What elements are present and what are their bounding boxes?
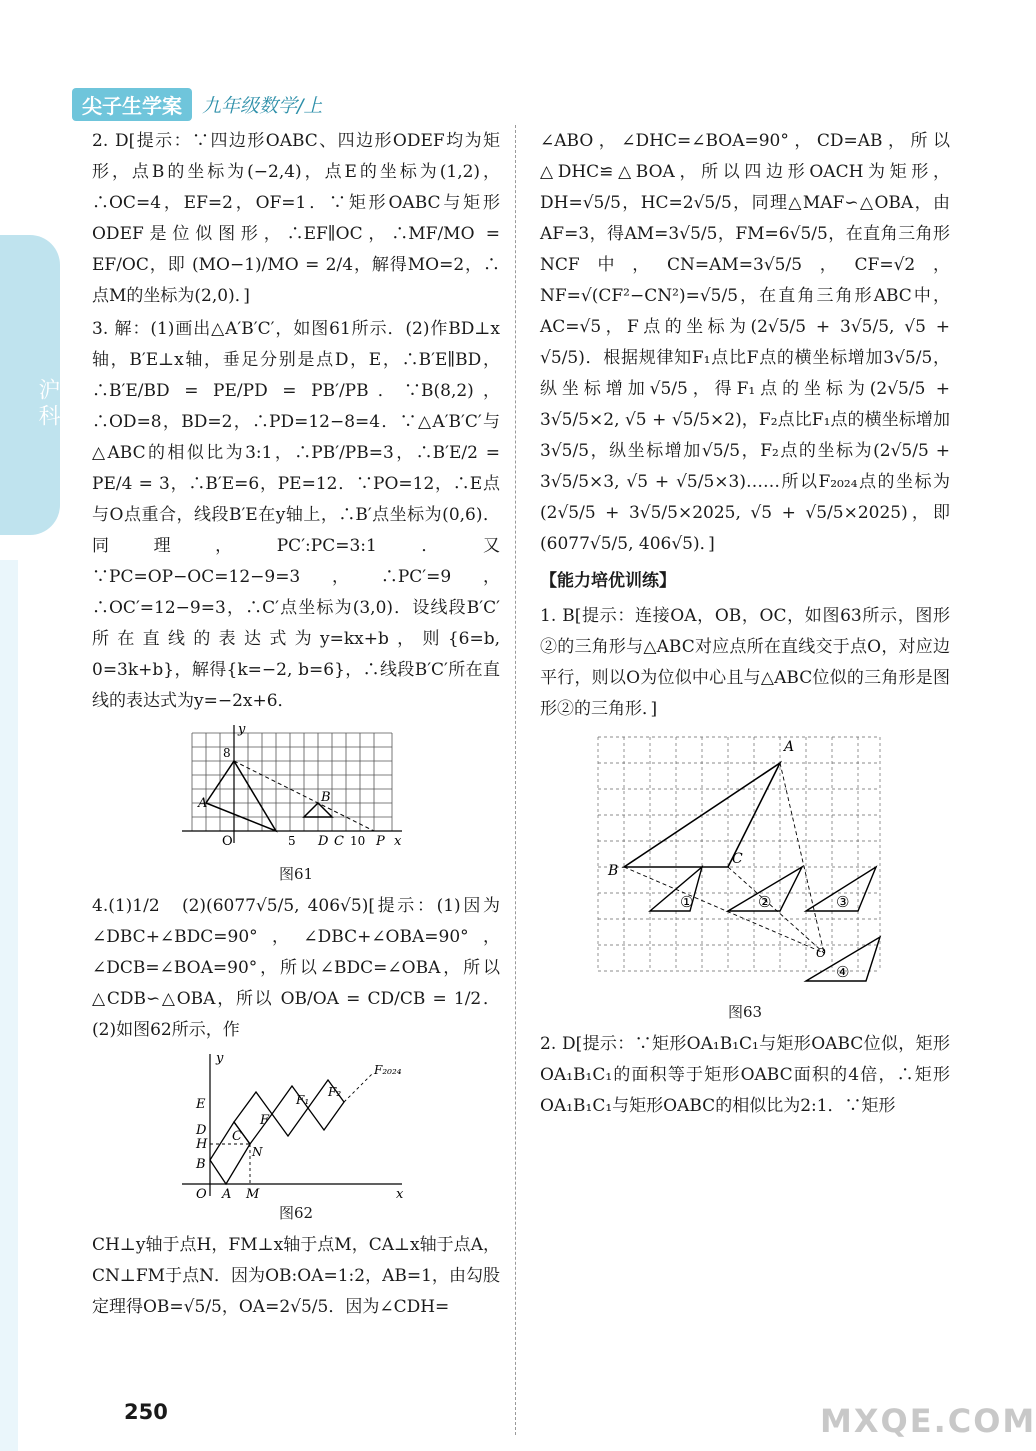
fig61-a: A <box>198 796 208 811</box>
fig61-tick-5: 5 <box>288 834 296 848</box>
left-strip <box>0 560 18 1451</box>
fig62-h: H <box>196 1137 208 1152</box>
page-header <box>72 88 322 120</box>
answer-q3: 3. 解：(1)画出△A′B′C′，如图61所示．(2)作BD⊥x轴，B′E⊥x轴，垂足分别是点D，E，∴B′E∥BD，∴B′E/BD = PE/PD = PB′/PB．∵B(8,2)，∴OD=8，BD=2，∴PD=12−8=4．∵△A′B′C′与△ABC的相似比为3:1，∴PB′/PB=3，∴B′E/2 = PE/4 = 3，∴B′E=6，PE=12．∵PO=12，∴E点与O点重合，线段B′E在y轴上，∴B′点坐标为(0,6)．同理，PC′:PC=3:1．又∵PC=OP−OC=12−9=3，∴PC′=9，∴OC′=12−9=3，∴C′点坐标为(3,0)．设线段B′C′所在直线的表达式为y=kx+b，则{6=b, 0=3k+b}，解得{k=−2, b=6}，∴线段B′C′所在直线的表达式为y=−2x+6． <box>92 319 500 711</box>
section-title: 【能力培优训练】 <box>540 571 676 591</box>
figure-63-graph <box>540 731 950 1001</box>
fig62-e: E <box>196 1097 206 1112</box>
fig63-a: A <box>784 739 795 755</box>
fig61-y: y <box>238 722 246 737</box>
page-number: 250 <box>124 1400 168 1424</box>
right-column <box>540 126 950 1124</box>
fig63-shape-4: ④ <box>836 963 850 981</box>
fig62-y: y <box>216 1051 224 1066</box>
fig61-b: B <box>321 790 331 805</box>
fig63-shape-2: ② <box>758 893 772 911</box>
figure-61 <box>92 723 500 885</box>
fig63-caption: 图63 <box>727 1003 763 1021</box>
fig62-x: x <box>396 1187 404 1202</box>
side-tab: 沪科 <box>35 378 60 430</box>
fig61-tick-10: 10 <box>350 834 366 848</box>
fig62-a: A <box>222 1187 232 1202</box>
fig61-c: C <box>334 834 344 849</box>
brand-label: 尖子生学案 <box>72 88 192 121</box>
answer-q4-continued: CH⊥y轴于点H，FM⊥x轴于点M，CA⊥x轴于点A，CN⊥FM于点N．因为OB:OA=1:2，AB=1，由勾股定理得OB=√5/5，OA=2√5/5．因为∠CDH= <box>92 1235 500 1317</box>
answer-q4-more: ∠ABO，∠DHC=∠BOA=90°，CD=AB，所以△DHC≌△BOA，所以四边形OACH为矩形，DH=√5/5，HC=2√5/5，同理△MAF∽△OBA，由AF=3，得AM=3√5/5，FM=6√5/5，在直角三角形NCF中，CN=AM=3√5/5，CF=√2，NF=√(CF²−CN²)=√5/5，在直角三角形ABC中，AC=√5，F点的坐标为(2√5/5 + 3√5/5, √5 + √5/5)．根据规律知F₁点比F点的横坐标增加3√5/5，纵坐标增加√5/5，得F₁点的坐标为(2√5/5 + 3√5/5×2, √5 + √5/5×2)，F₂点比F₁点的横坐标增加3√5/5，纵坐标增加√5/5，F₂点的坐标为(2√5/5 + 3√5/5×3, √5 + √5/5×3)……所以F₂₀₂₄点的坐标为(2√5/5 + 3√5/5×2025, √5 + √5/5×2025)，即(6077√5/5, 406√5)．] <box>540 131 950 554</box>
fig62-f2024: F₂₀₂₄ <box>374 1063 402 1077</box>
training-q1: 1. B[提示：连接OA，OB，OC，如图63所示，图形②的三角形与△ABC对应点所在直线交于点O，对应边平行，则以O为位似中心且与△ABC位似的三角形是图形②的三角形．] <box>540 606 950 719</box>
fig61-tick-8: 8 <box>223 746 231 760</box>
fig62-caption: 图62 <box>278 1204 314 1222</box>
fig62-m: M <box>246 1187 260 1202</box>
fig61-d: D <box>318 834 329 849</box>
figure-61-graph <box>92 723 500 863</box>
answer-q4: 4.(1)1/2 (2)(6077√5/5, 406√5)[提示：(1)因为∠DBC+∠BDC=90°，∠DBC+∠OBA=90°，∠DCB=∠BOA=90°，所以∠BDC=∠OBA，所以△CDB∽△OBA，所以 OB/OA = CD/CB = 1/2．(2)如图62所示，作 <box>92 896 500 1040</box>
fig63-shape-1: ① <box>680 893 694 911</box>
training-q2: 2. D[提示：∵矩形OA₁B₁C₁与矩形OABC位似，矩形OA₁B₁C₁的面积等于矩形OABC面积的4倍，∴矩形OA₁B₁C₁与矩形OABC的相似比为2:1．∵矩形 <box>540 1034 950 1116</box>
fig61-caption: 图61 <box>278 865 314 883</box>
fig62-o: O <box>196 1187 207 1202</box>
subject-label: 九年级数学/上 <box>202 94 323 117</box>
fig61-o: O <box>222 834 233 849</box>
fig62-f1: F₁ <box>296 1093 310 1107</box>
fig63-shape-3: ③ <box>836 893 850 911</box>
figure-63 <box>540 731 950 1023</box>
fig63-b: B <box>608 863 619 879</box>
left-column <box>92 126 500 1325</box>
fig62-c: C <box>232 1129 242 1144</box>
fig62-b: B <box>196 1157 206 1172</box>
fig63-c: C <box>732 851 743 867</box>
figure-62 <box>92 1052 500 1224</box>
fig61-x: x <box>394 834 402 849</box>
fig62-n: N <box>252 1145 263 1159</box>
fig63-o: O <box>816 946 826 960</box>
fig62-d: D <box>196 1123 207 1138</box>
watermark: MXQE.COM <box>820 1402 1036 1440</box>
fig61-p: P <box>376 834 385 849</box>
column-divider <box>515 125 516 1435</box>
figure-62-graph <box>92 1052 500 1202</box>
fig62-f: F <box>260 1113 270 1128</box>
answer-q2: 2. D[提示：∵四边形OABC、四边形ODEF均为矩形，点B的坐标为(−2,4)，点E的坐标为(1,2)，∴OC=4，EF=2，OF=1．∵矩形OABC与矩形ODEF是位似图形，∴EF∥OC，∴MF/MO = EF/OC，即 (MO−1)/MO = 2/4，解得MO=2，∴点M的坐标为(2,0)．] <box>92 131 500 306</box>
fig62-f2: F₂ <box>328 1085 342 1099</box>
